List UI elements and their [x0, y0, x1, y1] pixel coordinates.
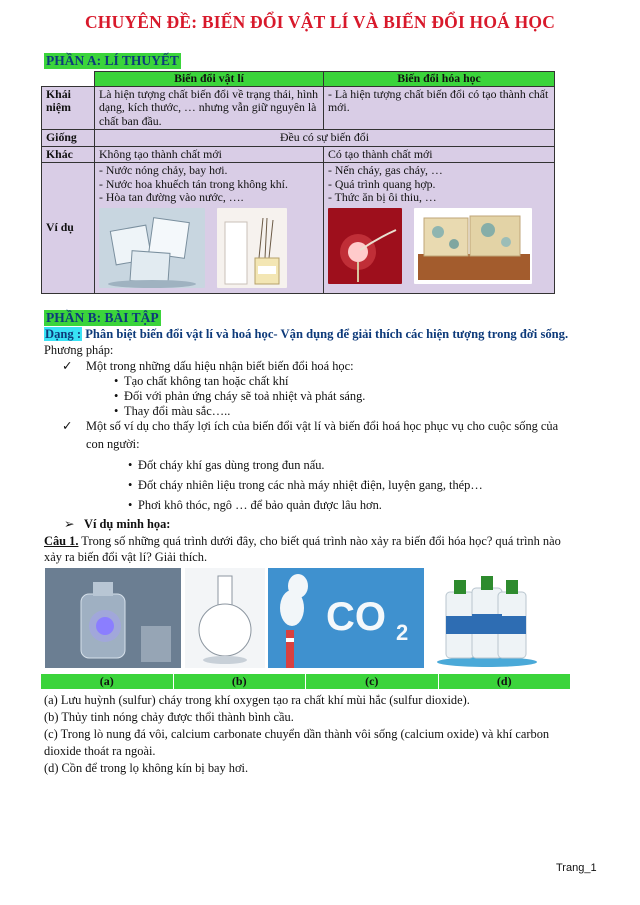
caption-b: (b)	[174, 674, 307, 689]
benefit-item-2: • Đốt cháy nhiên liệu trong các nhà máy nhiệt điện, luyện gang, thép…	[138, 478, 483, 493]
col-chemical-header: Biến đổi hóa học	[324, 72, 555, 87]
ex-chemical-2: - Quá trình quang hợp.	[328, 176, 436, 191]
answer-d: (d) Cồn để trong lọ không kín bị bay hơi.	[44, 761, 249, 775]
perfume-diffuser-image	[217, 208, 287, 288]
alcohol-bottles-image	[432, 568, 542, 668]
arrow-icon: ➢	[64, 517, 75, 531]
dang-line	[44, 327, 568, 342]
ex-chemical-3: - Thức ăn bị ôi thiu, …	[328, 190, 437, 204]
col-physical-header: Biến đổi vật lí	[95, 72, 324, 87]
part-b-heading: PHẦN B: BÀI TẬP	[46, 310, 159, 325]
dang-label: Dạng :	[45, 327, 82, 341]
moldy-bread-image	[414, 208, 532, 284]
ex-chemical-1: - Nến cháy, gas cháy, …	[328, 163, 443, 177]
theory-table	[41, 71, 555, 294]
sign-item-2: • Đối với phản ứng cháy sẽ toả nhiệt và phát sáng.	[124, 389, 365, 404]
q1-text: Trong số những quá trình dưới đây, cho biết quá trình nào xảy ra biến đổi hóa học? quá trình nào	[78, 534, 561, 548]
page-title: CHUYÊN ĐỀ: BIẾN ĐỔI VẬT LÍ VÀ BIẾN ĐỔI HOÁ HỌC	[84, 12, 556, 32]
check-text-2b: con người:	[86, 437, 140, 451]
example-heading: Ví dụ minh họa:	[84, 517, 171, 531]
ex-physical-2: - Nước hoa khuếch tán trong không khí.	[99, 176, 288, 191]
caption-a: (a)	[41, 674, 174, 689]
benefit-item-3: • Phơi khô thóc, ngô … để bảo quản được lâu hơn.	[138, 498, 382, 513]
co2-subscript: 2	[396, 620, 409, 645]
sulfur-burning-image	[45, 568, 181, 668]
diff-chemical: Có tạo thành chất mới	[324, 146, 555, 163]
check-icon-2: ✓	[62, 419, 73, 433]
concept-chemical: - Là hiện tượng chất biến đổi có tạo thành chất mới.	[324, 86, 555, 130]
method-label: Phương pháp:	[44, 343, 114, 357]
concept-label: Khái niệm	[42, 86, 95, 130]
example-physical-cell	[95, 163, 324, 294]
co2-smoke-image	[268, 568, 424, 668]
answer-c-1: (c) Trong lò nung đá vôi, calcium carbonate chuyển dần thành vôi sống (calcium oxide) và khí carbon	[44, 727, 550, 741]
part-a-heading: PHẦN A: LÍ THUYẾT	[46, 53, 179, 68]
benefit-item-1: • Đốt cháy khí gas dùng trong đun nấu.	[138, 458, 325, 473]
burning-match-image	[328, 208, 402, 284]
answer-a: (a) Lưu huỳnh (sulfur) cháy trong khí oxygen tạo ra chất khí mùi hắc (sulfur dioxide).	[44, 693, 470, 707]
same-label: Giống	[42, 130, 95, 147]
example-chemical-cell	[324, 163, 555, 294]
sign-item-1: • Tạo chất không tan hoặc chất khí	[124, 374, 288, 389]
example-label: Ví dụ	[42, 163, 95, 294]
dang-text: Phân biệt biến đổi vật lí và hoá học- Vận dụng để giải thích các hiện tượng trong đời sống.	[82, 327, 569, 341]
ice-cubes-image	[99, 208, 205, 288]
image-captions	[41, 674, 571, 689]
diff-physical: Không tạo thành chất mới	[95, 146, 324, 163]
sign-item-3: • Thay đổi màu sắc…..	[124, 404, 230, 419]
concept-physical: Là hiện tượng chất biến đổi về trạng thái, hình dạng, kích thước, … nhưng vẫn giữ nguyên là chất ban đầu.	[95, 86, 324, 130]
check-text-1: Một trong những dấu hiệu nhận biết biến đổi hoá học:	[86, 359, 354, 373]
caption-d: (d)	[439, 674, 572, 689]
same-text: Đều có sự biến đổi	[95, 130, 555, 147]
answer-b: (b) Thủy tinh nóng chảy được thổi thành bình cầu.	[44, 710, 294, 724]
question-1	[44, 534, 599, 549]
co2-text: CO	[326, 595, 386, 639]
q1-label: Câu 1.	[44, 534, 79, 548]
glass-flask-image	[185, 568, 265, 668]
ex-physical-3: - Hòa tan đường vào nước, ….	[99, 190, 244, 204]
q1-text-2: xảy ra biến đổi vật lí? Giải thích.	[44, 550, 208, 564]
check-text-2a: Một số ví dụ cho thấy lợi ích của biến đổi vật lí và biến đổi hoá học phục vụ cho cuộc sống của	[86, 419, 559, 433]
caption-c: (c)	[306, 674, 439, 689]
check-icon-1: ✓	[62, 359, 73, 373]
diff-label: Khác	[42, 146, 95, 163]
answer-c-2: dioxide thoát ra ngoài.	[44, 744, 156, 758]
page-number: Trang_1	[556, 862, 597, 874]
ex-physical-1: - Nước nóng chảy, bay hơi.	[99, 163, 228, 177]
